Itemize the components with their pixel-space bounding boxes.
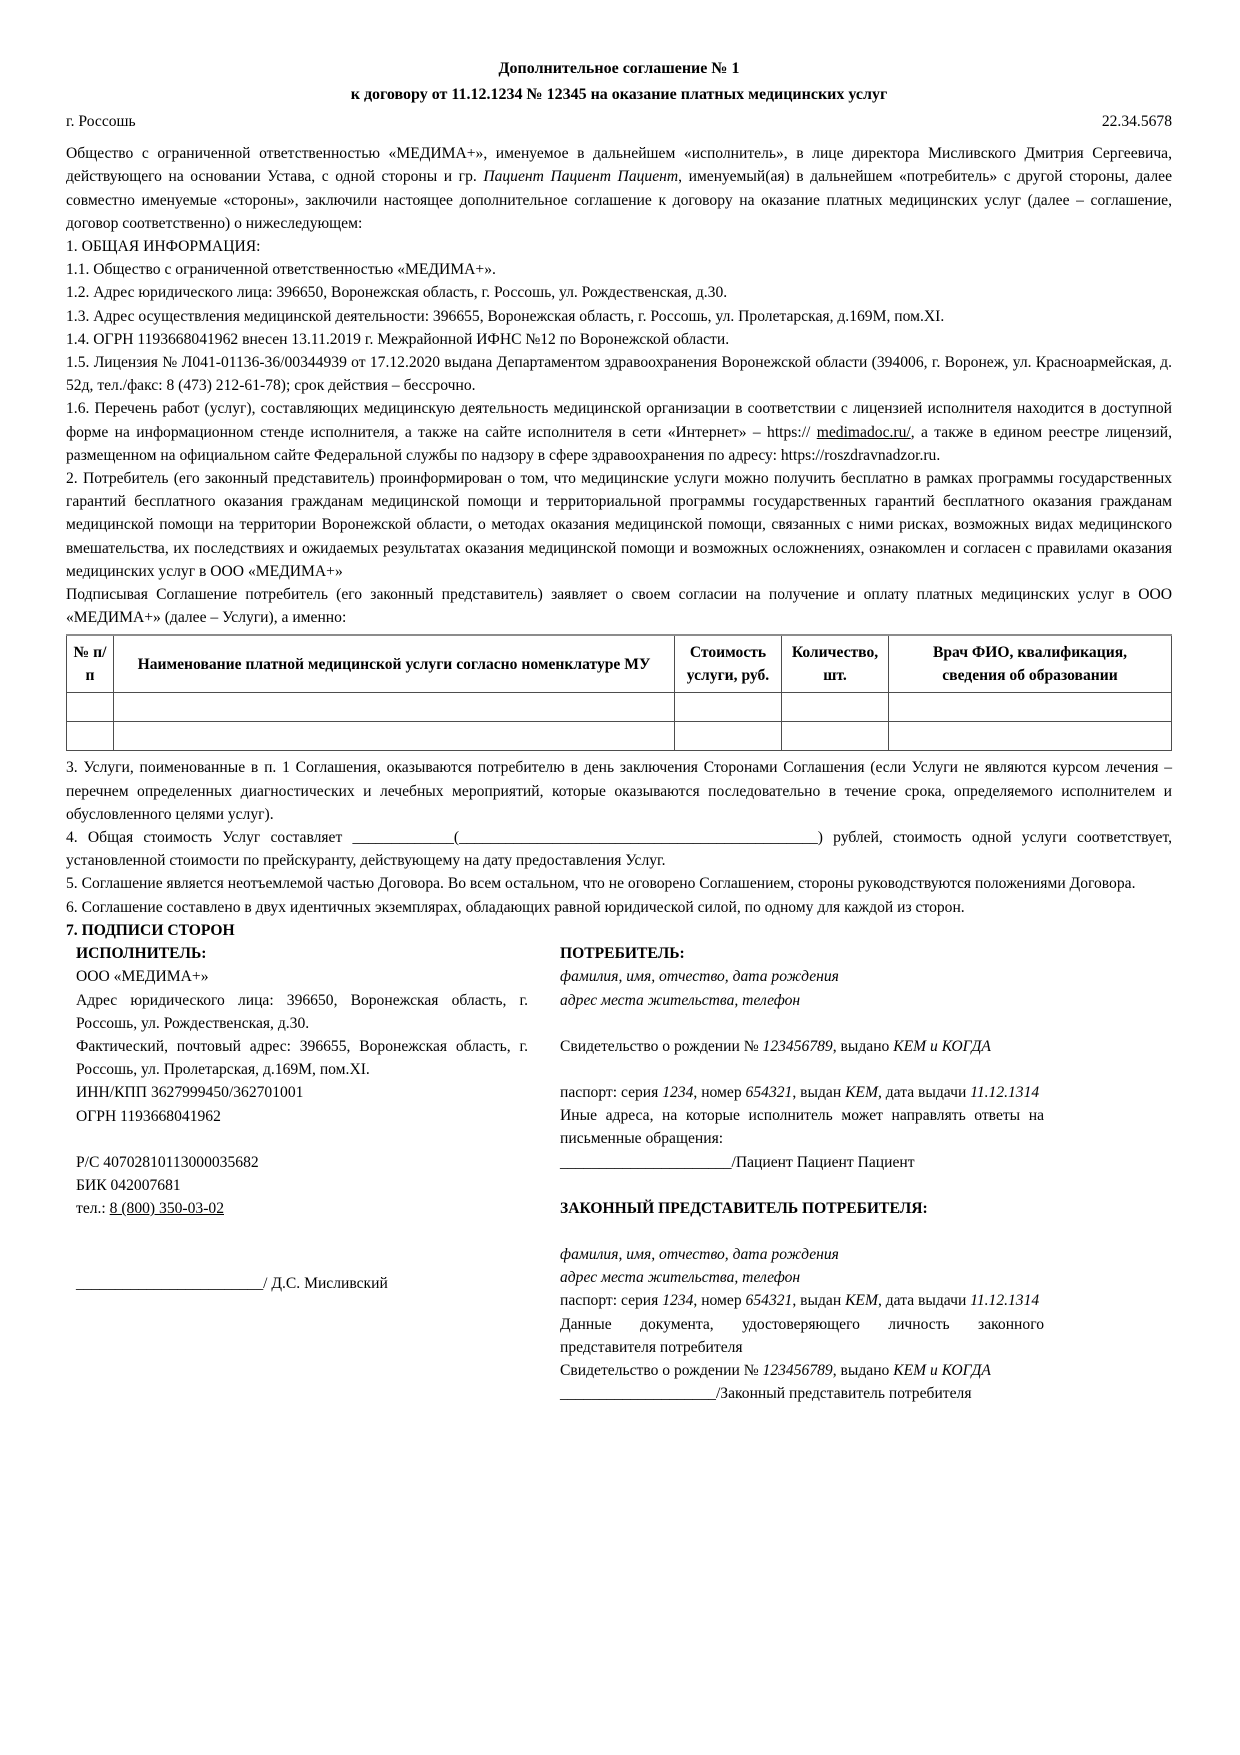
representative-address-placeholder: адрес места жительства, телефон — [560, 1269, 801, 1287]
consumer-column — [560, 942, 1044, 1405]
service-name-cell — [114, 722, 675, 751]
executor-signature-name: / Д.С. Мисливский — [263, 1275, 388, 1293]
service-doctor-cell — [889, 722, 1172, 751]
birth-cert-number: 123456789 — [762, 1037, 833, 1055]
executor-legal-address: Адрес юридического лица: 396650, Воронежская область, г. Россошь, ул. Рождественская, д.30. — [76, 991, 528, 1032]
passport-sep2: , выдан — [792, 1292, 846, 1310]
consumer-signature-line: ______________________ — [560, 1153, 732, 1171]
consumer-address-placeholder: адрес места жительства, телефон — [560, 991, 801, 1009]
page-title: Дополнительное соглашение № 1 — [498, 60, 740, 77]
clause-1-6-text-end: , а также в едином реестре лицензий, размещенном на официальном сайте Федеральной службы по надзору в сфере здравоохранения по адресу: https://roszdravnadzor.ru. — [66, 423, 1172, 464]
service-qty-cell — [782, 722, 889, 751]
representative-signature-name: /Законный представитель потребителя — [715, 1385, 972, 1403]
services-table — [66, 634, 1172, 751]
col-header-doctor-text: Врач ФИО, квалификация, сведения об образовании — [932, 644, 1128, 685]
clause-3: 3. Услуги, поименованные в п. 1 Соглашения, оказываются потребителю в день заключения Сторонами Соглашения (если Услуги не являются курсом лечения – перечнем определенных диагностических и лечебных мероприятий, которые оказываются последовательно в течение срока, определяемого исполнителем и обусловленного целями услуг). — [66, 759, 1172, 823]
meta-row — [66, 110, 1172, 133]
clause-4 — [66, 826, 1172, 872]
consumer-passport — [560, 1081, 1044, 1104]
intro-paragraph — [66, 142, 1172, 235]
passport-label: паспорт: серия — [560, 1083, 663, 1101]
passport-date: 11.12.1314 — [970, 1292, 1040, 1310]
service-cost-cell — [675, 693, 782, 722]
service-qty-cell — [782, 693, 889, 722]
representative-document-note: Данные документа, удостоверяющего личность законного представителя потребителя — [560, 1315, 1044, 1356]
executor-signature-line: ________________________ — [76, 1275, 264, 1293]
passport-sep3: , дата выдачи — [877, 1083, 971, 1101]
representative-birth-certificate — [560, 1359, 1044, 1382]
representative-passport — [560, 1289, 1044, 1312]
clause-1-5: 1.5. Лицензия № Л041-01136-36/00344939 от 17.12.2020 выдана Департаментом здравоохранения Воронежской области (394006, г. Воронеж, ул. Красноармейская, д. 52д, тел./факс: 8 (473) 212-61-78); срок действия – бессрочно. — [66, 354, 1172, 395]
representative-signature — [560, 1382, 1044, 1405]
executor-column — [66, 942, 528, 1295]
patient-name: Пациент Пациент Пациент — [483, 168, 679, 186]
col-header-name: Наименование платной медицинской услуги согласно номенклатуре МУ — [114, 635, 675, 693]
consumer-name-placeholder: фамилия, имя, отчество, дата рождения — [560, 968, 839, 986]
clause-4-text: 4. Общая стоимость Услуг составляет — [66, 829, 353, 847]
total-cost-blank: _____________ — [352, 829, 454, 847]
passport-label: паспорт: серия — [560, 1292, 663, 1310]
birth-cert-sep: , выдано — [832, 1037, 894, 1055]
birth-cert-issuer: КЕМ и КОГДА — [893, 1037, 991, 1055]
representative-signature-line: ____________________ — [560, 1385, 716, 1403]
consumer-other-addresses: Иные адреса, на которые исполнитель может направлять ответы на письменные обращения: — [560, 1107, 1044, 1148]
consumer-signature — [560, 1151, 1044, 1174]
service-cost-cell — [675, 722, 782, 751]
consumer-signature-name: /Пациент Пациент Пациент — [731, 1153, 915, 1171]
clause-4-paren: ( — [453, 829, 460, 847]
general-info-heading: 1. ОБЩАЯ ИНФОРМАЦИЯ: — [66, 238, 261, 256]
executor-phone-link[interactable]: 8 (800) 350-03-02 — [109, 1200, 224, 1218]
page-subtitle: к договору от 11.12.1234 № 12345 на оказание платных медицинских услуг — [350, 86, 888, 103]
clause-1-2: 1.2. Адрес юридического лица: 396650, Воронежская область, г. Россошь, ул. Рождественская, д.30. — [66, 284, 728, 302]
executor-company: ООО «МЕДИМА+» — [76, 968, 209, 986]
passport-sep3: , дата выдачи — [877, 1292, 971, 1310]
service-num-cell — [67, 693, 114, 722]
birth-cert-number: 123456789 — [762, 1361, 833, 1379]
table-header-row — [67, 635, 1172, 693]
service-name-cell — [114, 693, 675, 722]
medimadoc-link[interactable]: medimadoc.ru/ — [816, 423, 911, 441]
executor-phone-label: тел.: — [76, 1200, 110, 1218]
clause-1-6 — [66, 397, 1172, 467]
passport-sep2: , выдан — [792, 1083, 846, 1101]
clause-2: 2. Потребитель (его законный представитель) проинформирован о том, что медицинские услуги можно получить бесплатно в рамках программы государственных гарантий бесплатного оказания гражданам медицинской помощи и территориальной программы государственных гарантий бесплатного оказания гражданам медицинской помощи на территории Воронежской области, о методах оказания медицинской помощи, связанных с ними рисках, возможных видах медицинского вмешательства, их последствиях и ожидаемых результатах оказания медицинской помощи и возможных осложнениях, ознакомлен и согласен с правилами оказания медицинских услуг в ООО «МЕДИМА+» — [66, 470, 1172, 580]
passport-sep1: , номер — [693, 1292, 746, 1310]
birth-cert-label: Свидетельство о рождении № — [560, 1361, 763, 1379]
doc-code: 22.34.5678 — [1101, 113, 1172, 130]
col-header-num: № п/п — [67, 635, 114, 693]
intro-part1: Общество с ограниченной ответственностью «МЕДИМА+», именуемое в дальнейшем «исполнитель», в лице директора Мисливского Дмитрия Сергеевича, действующего на основании Устава, с одной стороны и гр. — [66, 145, 1172, 186]
col-header-qty: Количество, шт. — [782, 635, 889, 693]
birth-cert-label: Свидетельство о рождении № — [560, 1037, 763, 1055]
intro-part2: , именуемый(ая) в дальнейшем «потребитель» с другой стороны, далее совместно именуемые «стороны», заключили настоящее дополнительное соглашение к договору на оказание платных медицинских услуг (далее – соглашение, договор соответственно) о нижеследующем: — [66, 168, 1172, 232]
executor-bik: БИК 042007681 — [76, 1176, 181, 1194]
passport-series: 1234 — [662, 1083, 694, 1101]
passport-number: 654321 — [745, 1083, 793, 1101]
executor-heading: ИСПОЛНИТЕЛЬ: — [76, 945, 207, 963]
executor-ogrn: ОГРН 1193668041962 — [76, 1107, 221, 1125]
executor-signature — [76, 1272, 528, 1295]
executor-account: Р/С 40702810113000035682 — [76, 1153, 259, 1171]
city-label: г. Россошь — [66, 113, 136, 130]
passport-issuer: КЕМ — [845, 1292, 878, 1310]
clause-4-text-end: ) рублей, стоимость одной услуги соответствует, установленной стоимости по прейскуранту, действующему на дату предоставления Услуг. — [66, 829, 1172, 870]
passport-date: 11.12.1314 — [970, 1083, 1040, 1101]
consumer-heading: ПОТРЕБИТЕЛЬ: — [560, 945, 685, 963]
clause-1-1: 1.1. Общество с ограниченной ответственностью «МЕДИМА+». — [66, 261, 496, 279]
passport-sep1: , номер — [693, 1083, 746, 1101]
executor-inn-kpp: ИНН/КПП 3627999450/362701001 — [76, 1084, 304, 1102]
clause-5: 5. Соглашение является неотъемлемой частью Договора. Во всем остальном, что не оговорено Соглашением, стороны руководствуются положениями Договора. — [66, 875, 1136, 893]
passport-number: 654321 — [745, 1292, 793, 1310]
executor-phone-row — [76, 1197, 528, 1220]
total-cost-words-blank: ______________________________________________ — [459, 829, 818, 847]
representative-name-placeholder: фамилия, имя, отчество, дата рождения — [560, 1245, 839, 1263]
signatures-heading: 7. ПОДПИСИ СТОРОН — [66, 921, 235, 939]
service-doctor-cell — [889, 693, 1172, 722]
col-header-doctor — [889, 635, 1172, 693]
signatures-section — [66, 942, 1172, 1405]
clause-1-6-text: 1.6. Перечень работ (услуг), составляющих медицинскую деятельность медицинской организации в соответствии с лицензией исполнителя находится в доступной форме на информационном стенде исполнителя, а также на сайте исполнителя в сети «Интернет» – https:// — [66, 400, 1172, 441]
clause-1-4: 1.4. ОГРН 1193668041962 внесен 13.11.2019 г. Межрайонной ИФНС №12 по Воронежской области. — [66, 330, 730, 348]
birth-cert-sep: , выдано — [832, 1361, 894, 1379]
service-num-cell — [67, 722, 114, 751]
col-header-cost: Стоимость услуги, руб. — [675, 635, 782, 693]
clause-1-3: 1.3. Адрес осуществления медицинской деятельности: 396655, Воронежская область, г. Россошь, ул. Пролетарская, д.169М, пом.XI. — [66, 307, 945, 325]
service-row — [67, 693, 1172, 722]
executor-actual-address: Фактический, почтовый адрес: 396655, Воронежская область, г. Россошь, ул. Пролетарская, д.169М, пом.XI. — [76, 1037, 528, 1079]
clause-6: 6. Соглашение составлено в двух идентичных экземплярах, обладающих равной юридической силой, по одному для каждой из сторон. — [66, 898, 965, 916]
service-row — [67, 722, 1172, 751]
passport-issuer: КЕМ — [845, 1083, 878, 1101]
passport-series: 1234 — [662, 1292, 694, 1310]
representative-heading: ЗАКОННЫЙ ПРЕДСТАВИТЕЛЬ ПОТРЕБИТЕЛЯ: — [560, 1199, 928, 1217]
signing-clause: Подписывая Соглашение потребитель (его законный представитель) заявляет о своем согласии на получение и оплату платных медицинских услуг в ООО «МЕДИМА+» (далее – Услуги), а именно: — [66, 586, 1172, 627]
consumer-birth-certificate — [560, 1035, 1044, 1058]
birth-cert-issuer: КЕМ и КОГДА — [893, 1361, 991, 1379]
